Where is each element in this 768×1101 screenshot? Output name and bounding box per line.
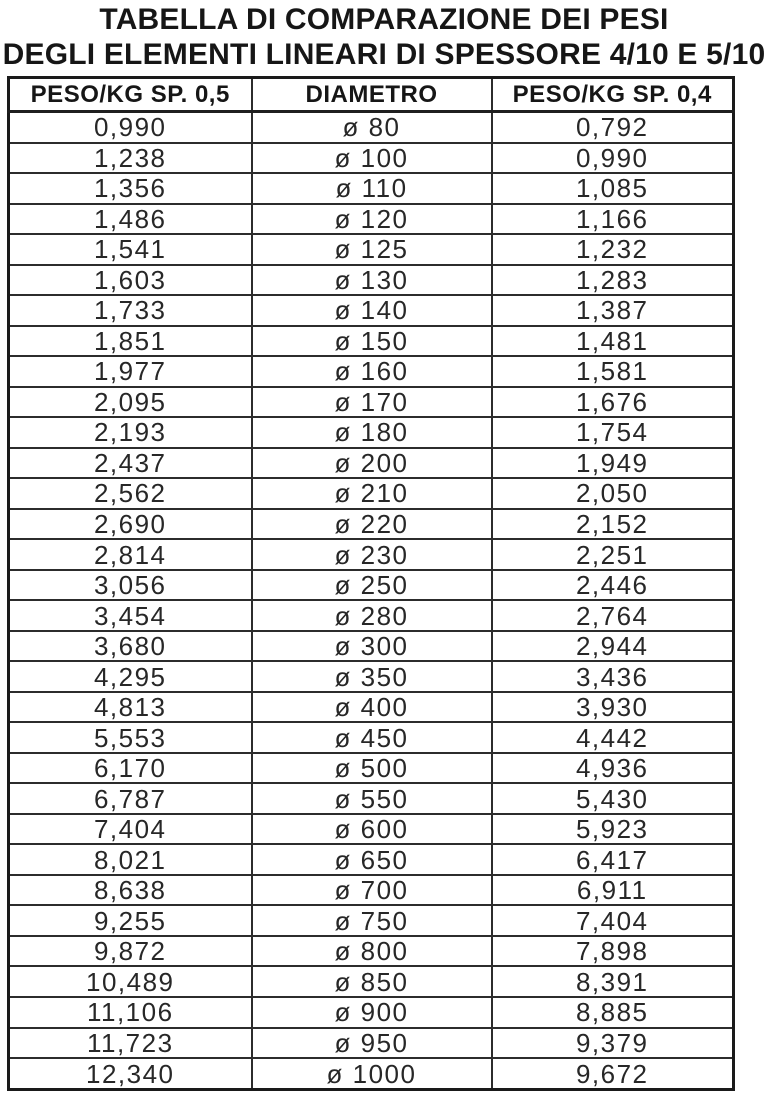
cell-diametro: ø 125 — [252, 234, 492, 265]
table-row — [9, 661, 734, 692]
cell-peso-sp04: 4,936 — [492, 753, 734, 784]
title-line-2: DEGLI ELEMENTI LINEARI DI SPESSORE 4/10 E 5/10 — [2, 38, 766, 71]
cell-diametro: ø 450 — [252, 722, 492, 753]
cell-peso-sp05: 4,295 — [9, 661, 252, 692]
cell-peso-sp05: 0,990 — [9, 112, 252, 143]
table-row — [9, 539, 734, 570]
cell-diametro: ø 150 — [252, 326, 492, 357]
cell-peso-sp05: 3,056 — [9, 570, 252, 601]
table-row — [9, 692, 734, 723]
table-row — [9, 783, 734, 814]
table-row — [9, 112, 734, 143]
cell-peso-sp04: 1,676 — [492, 387, 734, 418]
cell-diametro: ø 500 — [252, 753, 492, 784]
cell-peso-sp04: 8,885 — [492, 997, 734, 1028]
cell-peso-sp04: 4,442 — [492, 722, 734, 753]
table-row — [9, 448, 734, 479]
table-row — [9, 1028, 734, 1059]
page-title — [0, 0, 768, 72]
cell-peso-sp05: 6,170 — [9, 753, 252, 784]
cell-diametro: ø 180 — [252, 417, 492, 448]
cell-peso-sp05: 1,238 — [9, 143, 252, 174]
table-row — [9, 631, 734, 662]
cell-diametro: ø 110 — [252, 173, 492, 204]
cell-peso-sp05: 10,489 — [9, 966, 252, 997]
cell-peso-sp05: 2,814 — [9, 539, 252, 570]
table-row — [9, 936, 734, 967]
cell-diametro: ø 80 — [252, 112, 492, 143]
table-row — [9, 600, 734, 631]
cell-peso-sp05: 6,787 — [9, 783, 252, 814]
cell-diametro: ø 800 — [252, 936, 492, 967]
cell-peso-sp05: 4,813 — [9, 692, 252, 723]
cell-peso-sp04: 2,446 — [492, 570, 734, 601]
cell-peso-sp04: 1,581 — [492, 356, 734, 387]
cell-peso-sp04: 6,417 — [492, 844, 734, 875]
cell-peso-sp05: 11,106 — [9, 997, 252, 1028]
cell-peso-sp04: 2,251 — [492, 539, 734, 570]
cell-peso-sp05: 11,723 — [9, 1028, 252, 1059]
cell-diametro: ø 650 — [252, 844, 492, 875]
cell-diametro: ø 230 — [252, 539, 492, 570]
cell-peso-sp04: 1,949 — [492, 448, 734, 479]
cell-peso-sp05: 5,553 — [9, 722, 252, 753]
table-row — [9, 234, 734, 265]
cell-diametro: ø 1000 — [252, 1058, 492, 1089]
cell-diametro: ø 750 — [252, 905, 492, 936]
cell-diametro: ø 280 — [252, 600, 492, 631]
table-row — [9, 356, 734, 387]
cell-peso-sp04: 2,944 — [492, 631, 734, 662]
table-body — [9, 112, 734, 1090]
table-row — [9, 875, 734, 906]
cell-peso-sp04: 0,792 — [492, 112, 734, 143]
cell-peso-sp05: 1,977 — [9, 356, 252, 387]
cell-peso-sp04: 5,923 — [492, 814, 734, 845]
cell-peso-sp04: 9,379 — [492, 1028, 734, 1059]
cell-peso-sp04: 8,391 — [492, 966, 734, 997]
cell-peso-sp04: 1,166 — [492, 204, 734, 235]
table-row — [9, 570, 734, 601]
cell-diametro: ø 210 — [252, 478, 492, 509]
cell-diametro: ø 220 — [252, 509, 492, 540]
cell-diametro: ø 170 — [252, 387, 492, 418]
cell-peso-sp04: 7,898 — [492, 936, 734, 967]
cell-peso-sp05: 9,872 — [9, 936, 252, 967]
table-row — [9, 173, 734, 204]
cell-peso-sp04: 6,911 — [492, 875, 734, 906]
cell-diametro: ø 600 — [252, 814, 492, 845]
table-row — [9, 509, 734, 540]
table-row — [9, 417, 734, 448]
cell-diametro: ø 200 — [252, 448, 492, 479]
table-row — [9, 265, 734, 296]
cell-peso-sp04: 2,764 — [492, 600, 734, 631]
cell-peso-sp05: 2,095 — [9, 387, 252, 418]
cell-peso-sp04: 1,387 — [492, 295, 734, 326]
table-row — [9, 204, 734, 235]
header-peso-sp05: PESO/KG SP. 0,5 — [9, 78, 252, 112]
cell-peso-sp04: 5,430 — [492, 783, 734, 814]
table-row — [9, 143, 734, 174]
cell-peso-sp04: 1,283 — [492, 265, 734, 296]
cell-diametro: ø 160 — [252, 356, 492, 387]
header-peso-sp04: PESO/KG SP. 0,4 — [492, 78, 734, 112]
header-row — [9, 78, 734, 112]
cell-peso-sp04: 3,436 — [492, 661, 734, 692]
cell-peso-sp05: 2,690 — [9, 509, 252, 540]
cell-peso-sp05: 1,851 — [9, 326, 252, 357]
table-row — [9, 326, 734, 357]
cell-peso-sp05: 1,486 — [9, 204, 252, 235]
cell-peso-sp04: 1,085 — [492, 173, 734, 204]
cell-peso-sp05: 2,437 — [9, 448, 252, 479]
cell-peso-sp04: 3,930 — [492, 692, 734, 723]
cell-peso-sp05: 8,021 — [9, 844, 252, 875]
cell-peso-sp05: 2,193 — [9, 417, 252, 448]
cell-peso-sp04: 2,152 — [492, 509, 734, 540]
cell-peso-sp05: 1,541 — [9, 234, 252, 265]
cell-peso-sp04: 2,050 — [492, 478, 734, 509]
cell-diametro: ø 120 — [252, 204, 492, 235]
cell-peso-sp05: 1,733 — [9, 295, 252, 326]
cell-peso-sp05: 8,638 — [9, 875, 252, 906]
cell-peso-sp05: 1,356 — [9, 173, 252, 204]
cell-peso-sp04: 1,754 — [492, 417, 734, 448]
table-row — [9, 387, 734, 418]
cell-diametro: ø 900 — [252, 997, 492, 1028]
cell-diametro: ø 300 — [252, 631, 492, 662]
cell-peso-sp04: 1,232 — [492, 234, 734, 265]
comparison-table — [7, 76, 735, 1091]
cell-diametro: ø 400 — [252, 692, 492, 723]
cell-peso-sp05: 12,340 — [9, 1058, 252, 1089]
cell-peso-sp04: 9,672 — [492, 1058, 734, 1089]
cell-diametro: ø 550 — [252, 783, 492, 814]
cell-diametro: ø 350 — [252, 661, 492, 692]
cell-diametro: ø 100 — [252, 143, 492, 174]
table-row — [9, 814, 734, 845]
table-row — [9, 753, 734, 784]
cell-diametro: ø 950 — [252, 1028, 492, 1059]
cell-peso-sp05: 3,680 — [9, 631, 252, 662]
cell-peso-sp05: 2,562 — [9, 478, 252, 509]
table-row — [9, 966, 734, 997]
cell-diametro: ø 140 — [252, 295, 492, 326]
header-diametro: DIAMETRO — [252, 78, 492, 112]
table-row — [9, 295, 734, 326]
cell-diametro: ø 250 — [252, 570, 492, 601]
cell-peso-sp04: 1,481 — [492, 326, 734, 357]
cell-peso-sp05: 7,404 — [9, 814, 252, 845]
cell-diametro: ø 850 — [252, 966, 492, 997]
table-row — [9, 997, 734, 1028]
cell-peso-sp04: 0,990 — [492, 143, 734, 174]
cell-peso-sp05: 1,603 — [9, 265, 252, 296]
cell-peso-sp04: 7,404 — [492, 905, 734, 936]
cell-diametro: ø 700 — [252, 875, 492, 906]
table-row — [9, 478, 734, 509]
table-row — [9, 1058, 734, 1089]
cell-diametro: ø 130 — [252, 265, 492, 296]
table-row — [9, 722, 734, 753]
cell-peso-sp05: 9,255 — [9, 905, 252, 936]
cell-peso-sp05: 3,454 — [9, 600, 252, 631]
table-row — [9, 844, 734, 875]
table-row — [9, 905, 734, 936]
title-line-1: TABELLA DI COMPARAZIONE DEI PESI — [99, 3, 669, 36]
